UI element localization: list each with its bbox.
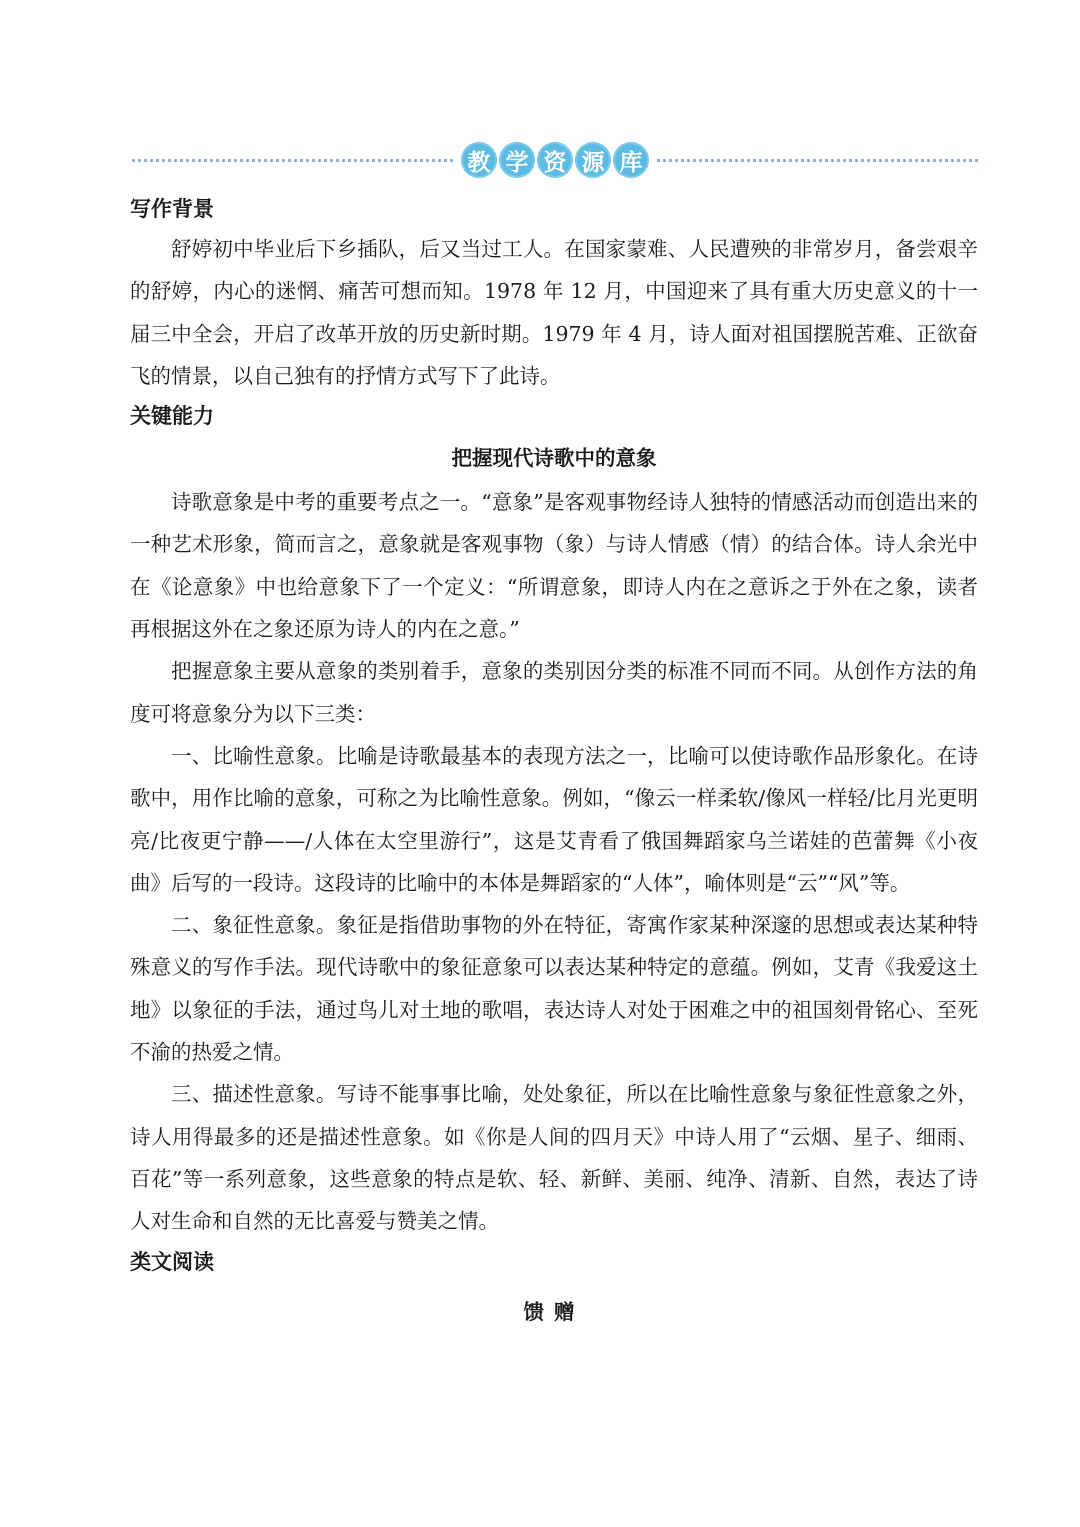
ability-paragraph: 一、比喻性意象。比喻是诗歌最基本的表现方法之一，比喻可以使诗歌作品形象化。在诗歌中，用作比喻的意象，可称之为比喻性意象。例如，“像云一样柔软/像风一样轻/比月光更明亮/比夜更宁静——/人体在太空里游行”，这是艾青看了俄国舞蹈家乌兰诺娃的芭蕾舞《小夜曲》后写的一段诗。这段诗的比喻中的本体是舞蹈家的“人体”，喻体则是“云”“风”等。	[130, 743, 978, 895]
ability-paragraph: 诗歌意象是中考的重要考点之一。“意象”是客观事物经诗人独特的情感活动而创造出来的一种艺术形象，简而言之，意象就是客观事物（象）与诗人情感（情）的结合体。诗人余光中在《论意象》中也给意象下了一个定义：“所谓意象，即诗人内在之意诉之于外在之象，读者再根据这外在之象还原为诗人的内在之意。”	[130, 490, 978, 642]
heading-writing-background: 写作背景	[130, 197, 214, 221]
banner-title	[461, 142, 649, 178]
banner-badge: 库	[613, 142, 649, 178]
banner-badge: 学	[499, 142, 535, 178]
ability-paragraph: 把握意象主要从意象的类别着手，意象的类别因分类的标准不同而不同。从创作方法的角度可将意象分为以下三类：	[130, 659, 978, 726]
main-content	[130, 190, 978, 1343]
background-paragraph: 舒婷初中毕业后下乡插队，后又当过工人。在国家蒙难、人民遭殃的非常岁月，备尝艰辛的舒婷，内心的迷惘、痛苦可想而知。1978 年 12 月，中国迎来了具有重大历史意义的十一届三中全会，开启了改革开放的历史新时期。1979 年 4 月，诗人面对祖国摆脱苦难、正欲奋飞的情景，以自己独有的抒情方式写下了此诗。	[130, 237, 978, 388]
section-banner	[132, 138, 978, 182]
banner-dotted-line-right	[657, 159, 978, 162]
banner-badge: 源	[575, 142, 611, 178]
heading-similar-reading: 类文阅读	[130, 1249, 214, 1274]
ability-subtitle: 把握现代诗歌中的意象	[451, 446, 657, 471]
banner-dotted-line-left	[132, 159, 453, 162]
heading-key-ability: 关键能力	[130, 404, 214, 429]
ability-paragraph: 三、描述性意象。写诗不能事事比喻，处处象征，所以在比喻性意象与象征性意象之外，诗人用得最多的还是描述性意象。如《你是人间的四月天》中诗人用了“云烟、星子、细雨、百花”等一系列意象，这些意象的特点是软、轻、新鲜、美丽、纯净、清新、自然，表达了诗人对生命和自然的无比喜爱与赞美之情。	[130, 1082, 978, 1234]
banner-badge: 资	[537, 142, 573, 178]
poem-title: 馈赠	[523, 1299, 585, 1324]
banner-badge: 教	[461, 142, 497, 178]
ability-paragraph: 二、象征性意象。象征是指借助事物的外在特征，寄寓作家某种深邃的思想或表达某种特殊意义的写作手法。现代诗歌中的象征意象可以表达某种特定的意蕴。例如，艾青《我爱这土地》以象征的手法，通过鸟儿对土地的歌唱，表达诗人对处于困难之中的祖国刻骨铭心、至死不渝的热爱之情。	[130, 913, 978, 1065]
